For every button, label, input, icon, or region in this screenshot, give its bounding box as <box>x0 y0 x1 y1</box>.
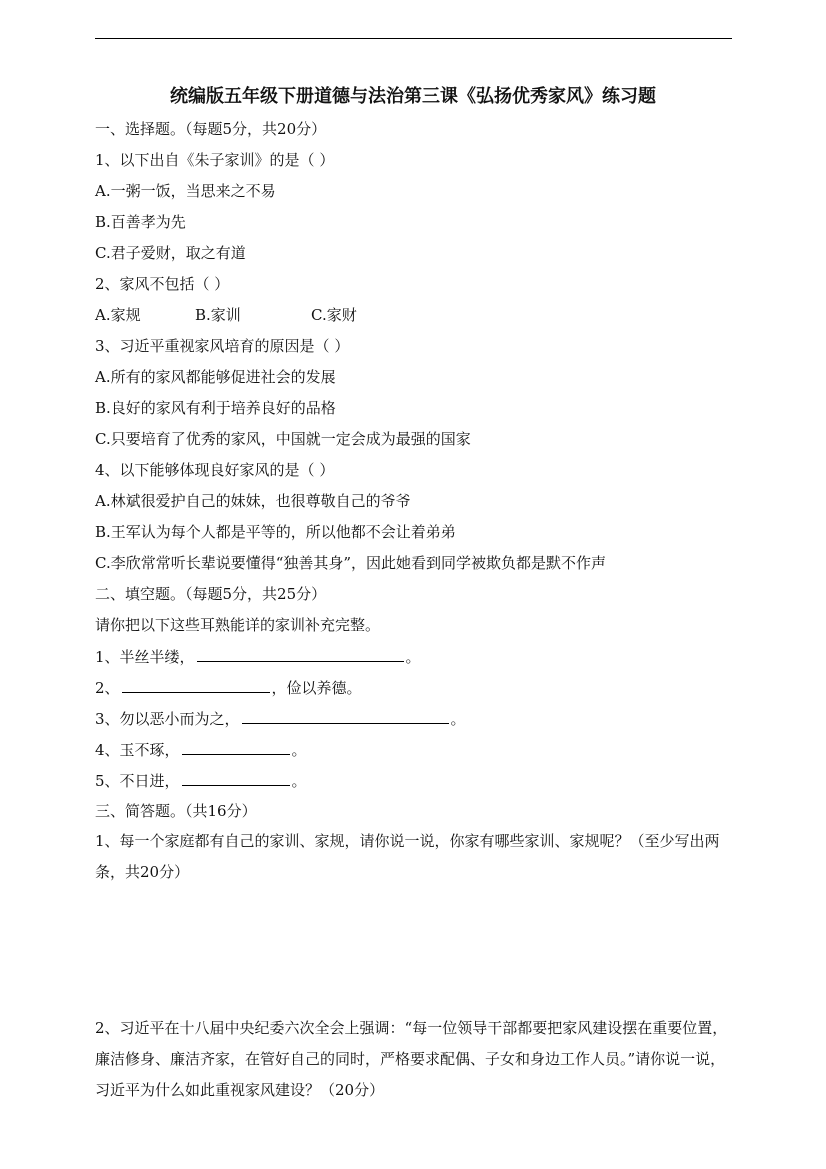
fill-q1-prefix: 1、半丝半缕， <box>95 648 195 666</box>
q2-stem: 2、家风不包括（ ） <box>95 275 230 293</box>
fill-q1-blank[interactable] <box>197 645 404 662</box>
q4-option-b: B.王军认为每个人都是平等的，所以他都不会让着弟弟 <box>95 523 456 541</box>
fill-q3 <box>95 707 466 730</box>
q2-option-c: C.家财 <box>311 306 357 324</box>
fill-q3-blank[interactable] <box>242 707 449 724</box>
q4-option-a: A.林斌很爱护自己的妹妹，也很尊敬自己的爷爷 <box>95 492 411 510</box>
q2-options <box>95 304 357 326</box>
fill-q2 <box>95 676 362 699</box>
fill-q4-blank[interactable] <box>182 738 290 755</box>
page-title: 统编版五年级下册道德与法治第三课《弘扬优秀家风》练习题 <box>170 86 656 107</box>
short-answer-q2: 2、习近平在十八届中央纪委六次全会上强调：“每一位领导干部都要把家风建设摆在重要位置，廉洁修身、廉洁齐家，在管好自己的同时，严格要求配偶、子女和身边工作人员。”请你说一说，习近平为什么如此重视家风建设？（20分） <box>95 1019 728 1099</box>
q3-option-b: B.良好的家风有利于培养良好的品格 <box>95 399 336 417</box>
q1-option-b: B.百善孝为先 <box>95 213 186 231</box>
fill-q5-suffix: 。 <box>291 772 307 790</box>
fill-q3-prefix: 3、勿以恶小而为之， <box>95 710 240 728</box>
section1-heading: 一、选择题。（每题5分，共20分） <box>95 120 327 138</box>
q3-option-c: C.只要培育了优秀的家风，中国就一定会成为最强的国家 <box>95 430 471 448</box>
q4-stem: 4、以下能够体现良好家风的是（ ） <box>95 461 335 479</box>
q3-option-a: A.所有的家风都能够促进社会的发展 <box>95 368 336 386</box>
section2-intro: 请你把以下这些耳熟能详的家训补充完整。 <box>95 616 381 634</box>
header-rule <box>95 38 732 39</box>
section2-heading: 二、填空题。（每题5分，共25分） <box>95 585 327 603</box>
q1-option-c: C.君子爱财，取之有道 <box>95 244 246 262</box>
q2-option-b: B.家训 <box>195 306 241 324</box>
fill-q2-suffix: ，俭以养德。 <box>271 679 362 697</box>
short-answer-q1: 1、每一个家庭都有自己的家训、家规，请你说一说，你家有哪些家训、家规呢？（至少写出两条，共20分） <box>95 832 720 881</box>
q1-stem: 1、以下出自《朱子家训》的是（ ） <box>95 151 335 169</box>
fill-q1 <box>95 645 421 668</box>
fill-q2-prefix: 2、 <box>95 679 120 697</box>
fill-q5-blank[interactable] <box>182 769 290 786</box>
section3-heading: 三、简答题。（共16分） <box>95 802 257 820</box>
fill-q3-suffix: 。 <box>450 710 466 728</box>
fill-q5 <box>95 769 307 792</box>
fill-q4-suffix: 。 <box>291 741 307 759</box>
fill-q1-suffix: 。 <box>405 648 421 666</box>
q2-option-a: A.家规 <box>95 306 141 324</box>
fill-q2-blank[interactable] <box>122 676 270 693</box>
q3-stem: 3、习近平重视家风培育的原因是（ ） <box>95 337 350 355</box>
fill-q4-prefix: 4、玉不琢， <box>95 741 180 759</box>
q4-option-c: C.李欣常常听长辈说要懂得“独善其身”，因此她看到同学被欺负都是默不作声 <box>95 554 607 572</box>
fill-q5-prefix: 5、不日进， <box>95 772 180 790</box>
fill-q4 <box>95 738 307 761</box>
q1-option-a: A.一粥一饭，当思来之不易 <box>95 182 276 200</box>
